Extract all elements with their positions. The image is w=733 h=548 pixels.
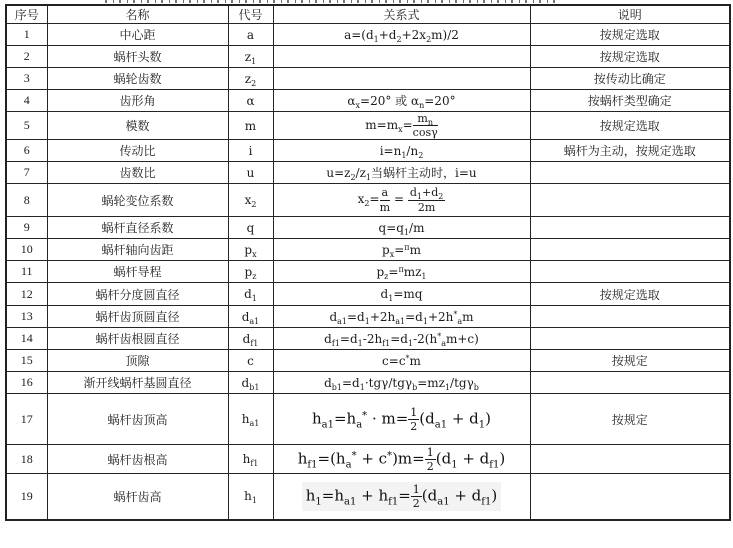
table-row <box>6 372 730 394</box>
table-row <box>6 261 730 283</box>
note-cell: 按蜗杆类型确定 <box>530 90 730 112</box>
name-cell: 蜗杆齿顶高 <box>47 394 228 445</box>
symbol-cell: $d_{a1}$ <box>228 306 273 328</box>
note-cell <box>530 184 730 217</box>
note-cell: 蜗杆为主动，按规定选取 <box>530 140 730 162</box>
symbol-cell: α <box>228 90 273 112</box>
formula-cell <box>273 68 530 90</box>
name-cell: 顶隙 <box>47 350 228 372</box>
row-number-cell: 13 <box>6 306 47 328</box>
row-number-cell: 6 <box>6 140 47 162</box>
header-cell-formula: 关系式 <box>273 5 530 24</box>
formula-cell: $a=(d_1+d_2+2x_2m)/2$ <box>273 24 530 46</box>
table-row <box>6 474 730 520</box>
header-cell-name: 名称 <box>47 5 228 24</box>
note-cell: 按规定选取 <box>530 24 730 46</box>
formula-cell: c=c*m <box>273 350 530 372</box>
symbol-cell: $d_{b1}$ <box>228 372 273 394</box>
note-cell: 按规定选取 <box>530 112 730 140</box>
row-number-cell: 15 <box>6 350 47 372</box>
symbol-cell: $x_2$ <box>228 184 273 217</box>
symbol-cell: q <box>228 217 273 239</box>
table-body <box>6 24 730 520</box>
table-row <box>6 90 730 112</box>
symbol-cell: u <box>228 162 273 184</box>
formula-cell: $x_2=$ $\frac{a}{m}$ = $\frac{d_1+d_2}{2m}$ <box>273 184 530 217</box>
name-cell: 蜗轮变位系数 <box>47 184 228 217</box>
name-cell: 蜗杆头数 <box>47 46 228 68</box>
name-cell: 传动比 <box>47 140 228 162</box>
formula-cell: $d_{a1}=d_1+2h_{a1}=d_1+2h^*_am$ <box>273 306 530 328</box>
symbol-cell: $d_1$ <box>228 283 273 306</box>
symbol-cell: $h_1$ <box>228 474 273 520</box>
name-cell: 蜗杆齿根圆直径 <box>47 328 228 350</box>
name-cell: 蜗杆导程 <box>47 261 228 283</box>
row-number-cell: 11 <box>6 261 47 283</box>
table-row <box>6 217 730 239</box>
formula-cell: $d_{b1}=d_1\cdot tg\gamma/tg\gamma_b=mz_1/tg\gamma_b$ <box>273 372 530 394</box>
table-row <box>6 140 730 162</box>
formula-cell: $u=z_2/z_1$当蜗杆主动时，i=u <box>273 162 530 184</box>
header-cell-symbol: 代号 <box>228 5 273 24</box>
row-number-cell: 10 <box>6 239 47 261</box>
formula-cell: $m=m_x=$ $\frac{m_n}{\cos\gamma}$ <box>273 112 530 140</box>
header-cell-no: 序号 <box>6 5 47 24</box>
clipped-title-text <box>105 0 559 3</box>
symbol-cell: $z_2$ <box>228 68 273 90</box>
name-cell: 渐开线蜗杆基圆直径 <box>47 372 228 394</box>
note-cell <box>530 261 730 283</box>
row-number-cell: 17 <box>6 394 47 445</box>
row-number-cell: 7 <box>6 162 47 184</box>
name-cell: 中心距 <box>47 24 228 46</box>
formula-cell: $p_x=^\pi m$ <box>273 239 530 261</box>
symbol-cell: $d_{f1}$ <box>228 328 273 350</box>
table-row <box>6 306 730 328</box>
note-cell <box>530 372 730 394</box>
name-cell: 蜗杆齿顶圆直径 <box>47 306 228 328</box>
table-row <box>6 68 730 90</box>
row-number-cell: 16 <box>6 372 47 394</box>
row-number-cell: 9 <box>6 217 47 239</box>
name-cell: 蜗杆齿高 <box>47 474 228 520</box>
name-cell: 蜗杆直径系数 <box>47 217 228 239</box>
symbol-cell: i <box>228 140 273 162</box>
row-number-cell: 4 <box>6 90 47 112</box>
note-cell: 按规定选取 <box>530 283 730 306</box>
table-header-row <box>6 5 730 24</box>
formula-cell: $h_1=h_{a1} + h_{f1}=$ $\frac{1}{2}$ $(d_{a1} + d_{f1})$ <box>273 474 530 520</box>
note-cell: 按传动比确定 <box>530 68 730 90</box>
name-cell: 齿形角 <box>47 90 228 112</box>
table-row <box>6 239 730 261</box>
name-cell: 蜗杆齿根高 <box>47 445 228 474</box>
symbol-cell: $h_{f1}$ <box>228 445 273 474</box>
row-number-cell: 18 <box>6 445 47 474</box>
note-cell <box>530 306 730 328</box>
table-row <box>6 328 730 350</box>
table-row <box>6 283 730 306</box>
table-row <box>6 394 730 445</box>
row-number-cell: 5 <box>6 112 47 140</box>
row-number-cell: 1 <box>6 24 47 46</box>
symbol-cell: c <box>228 350 273 372</box>
name-cell: 蜗轮齿数 <box>47 68 228 90</box>
note-cell <box>530 474 730 520</box>
name-cell: 模数 <box>47 112 228 140</box>
header-cell-note: 说明 <box>530 5 730 24</box>
note-cell: 按规定 <box>530 350 730 372</box>
note-cell <box>530 239 730 261</box>
row-number-cell: 12 <box>6 283 47 306</box>
symbol-cell: a <box>228 24 273 46</box>
note-cell <box>530 445 730 474</box>
name-cell: 齿数比 <box>47 162 228 184</box>
table-row <box>6 24 730 46</box>
formula-cell: $p_z=^\pi mz_1$ <box>273 261 530 283</box>
note-cell <box>530 162 730 184</box>
row-number-cell: 3 <box>6 68 47 90</box>
note-cell: 按规定选取 <box>530 46 730 68</box>
note-cell <box>530 328 730 350</box>
formula-cell: $d_1=mq$ <box>273 283 530 306</box>
note-cell <box>530 217 730 239</box>
symbol-cell: $p_x$ <box>228 239 273 261</box>
formula-cell: $d_{f1}=d_1-2h_{f1}=d_1-2(h^*_am+c)$ <box>273 328 530 350</box>
row-number-cell: 8 <box>6 184 47 217</box>
note-cell: 按规定 <box>530 394 730 445</box>
symbol-cell: $z_1$ <box>228 46 273 68</box>
formula-cell: $h_{a1}=h_a^* \cdot m=$ $\frac{1}{2}$ $(d_{a1} + d_1)$ <box>273 394 530 445</box>
worm-gear-parameter-table <box>5 4 731 521</box>
symbol-cell: m <box>228 112 273 140</box>
table-row <box>6 112 730 140</box>
formula-cell: $i=n_1/n_2$ <box>273 140 530 162</box>
row-number-cell: 2 <box>6 46 47 68</box>
name-cell: 蜗杆分度圆直径 <box>47 283 228 306</box>
row-number-cell: 14 <box>6 328 47 350</box>
formula-cell <box>273 46 530 68</box>
table-row <box>6 350 730 372</box>
symbol-cell: $p_z$ <box>228 261 273 283</box>
formula-cell: $\alpha_x=20^\circ$ 或 $\alpha_n=20^\circ$ <box>273 90 530 112</box>
formula-cell: $q=q_1/m$ <box>273 217 530 239</box>
formula-cell: $h_{f1}=(h_a^* + c^*)m=$ $\frac{1}{2}$ $(d_1 + d_{f1})$ <box>273 445 530 474</box>
symbol-cell: $h_{a1}$ <box>228 394 273 445</box>
row-number-cell: 19 <box>6 474 47 520</box>
table-row <box>6 162 730 184</box>
table-row <box>6 445 730 474</box>
table-row <box>6 46 730 68</box>
name-cell: 蜗杆轴向齿距 <box>47 239 228 261</box>
table-row <box>6 184 730 217</box>
